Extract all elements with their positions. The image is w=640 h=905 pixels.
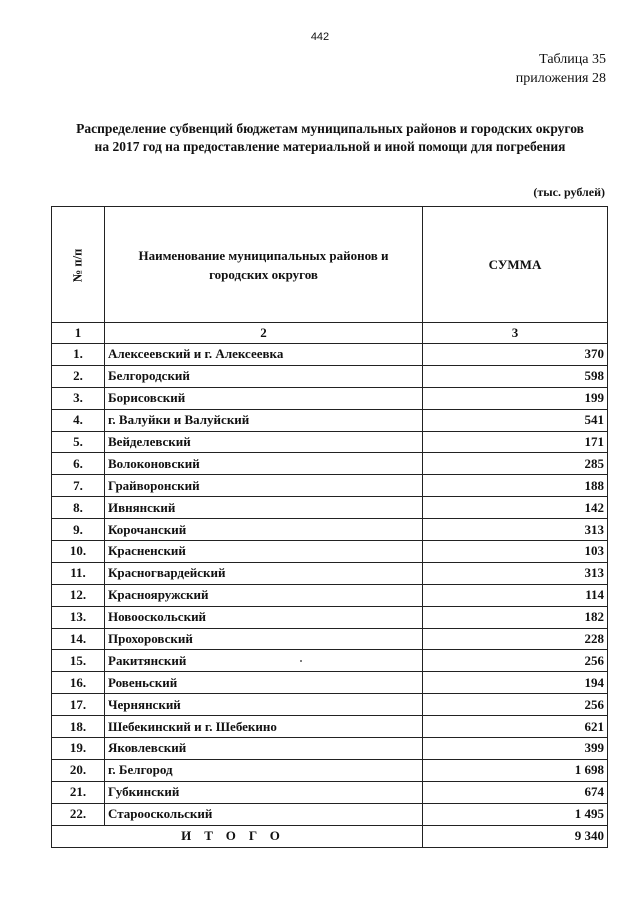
row-number: 10. <box>52 541 105 563</box>
document-title <box>40 120 620 156</box>
district-name: Старооскольский <box>105 803 423 825</box>
row-number: 3. <box>52 387 105 409</box>
district-name: Ракитянский <box>105 650 423 672</box>
table-row <box>52 650 608 672</box>
row-number: 14. <box>52 628 105 650</box>
table-row <box>52 344 608 366</box>
appendix-reference <box>516 50 606 88</box>
row-sum: 598 <box>423 365 608 387</box>
row-number: 2. <box>52 365 105 387</box>
row-sum: 142 <box>423 497 608 519</box>
row-sum: 370 <box>423 344 608 366</box>
table-row <box>52 541 608 563</box>
row-number: 15. <box>52 650 105 672</box>
district-name: Шебекинский и г. Шебекино <box>105 716 423 738</box>
row-sum: 285 <box>423 453 608 475</box>
row-sum: 256 <box>423 650 608 672</box>
table-row <box>52 672 608 694</box>
header-name <box>105 207 423 323</box>
row-sum: 182 <box>423 606 608 628</box>
district-name: Ивнянский <box>105 497 423 519</box>
row-number: 20. <box>52 759 105 781</box>
district-name: г. Валуйки и Валуйский <box>105 409 423 431</box>
table-row <box>52 716 608 738</box>
header-name-line-2: городских округов <box>209 266 318 282</box>
header-name-line-1: Наименование муниципальных районов и <box>138 247 389 263</box>
table-row <box>52 803 608 825</box>
row-number: 4. <box>52 409 105 431</box>
table-row <box>52 584 608 606</box>
table-row <box>52 519 608 541</box>
district-name: Прохоровский <box>105 628 423 650</box>
district-name: Ровеньский <box>105 672 423 694</box>
row-sum: 256 <box>423 694 608 716</box>
district-name: Красногвардейский <box>105 562 423 584</box>
header-num <box>52 207 105 323</box>
header-sum: СУММА <box>423 207 608 323</box>
row-sum: 313 <box>423 562 608 584</box>
row-number: 18. <box>52 716 105 738</box>
page-number: 442 <box>310 31 330 43</box>
table-header-row <box>52 207 608 323</box>
district-name: Вейделевский <box>105 431 423 453</box>
row-sum: 103 <box>423 541 608 563</box>
units-note: (тыс. рублей) <box>533 185 605 199</box>
column-index: 3 <box>423 323 608 344</box>
scan-speck <box>300 660 302 662</box>
district-name: Новооскольский <box>105 606 423 628</box>
table-row <box>52 628 608 650</box>
row-number: 21. <box>52 781 105 803</box>
row-number: 1. <box>52 344 105 366</box>
district-name: Волоконовский <box>105 453 423 475</box>
row-sum: 194 <box>423 672 608 694</box>
table-row <box>52 497 608 519</box>
district-name: Чернянский <box>105 694 423 716</box>
column-index-row <box>52 323 608 344</box>
column-index: 2 <box>105 323 423 344</box>
title-line-1: Распределение субвенций бюджетам муниципальных районов и городских округов <box>76 121 584 136</box>
row-sum: 228 <box>423 628 608 650</box>
row-number: 13. <box>52 606 105 628</box>
row-number: 19. <box>52 738 105 760</box>
row-number: 22. <box>52 803 105 825</box>
row-sum: 1 495 <box>423 803 608 825</box>
row-sum: 114 <box>423 584 608 606</box>
table-body <box>52 344 608 826</box>
district-name: Краснояружский <box>105 584 423 606</box>
row-number: 16. <box>52 672 105 694</box>
district-name: Яковлевский <box>105 738 423 760</box>
table-row <box>52 431 608 453</box>
district-name: Алексеевский и г. Алексеевка <box>105 344 423 366</box>
row-number: 5. <box>52 431 105 453</box>
table-row <box>52 694 608 716</box>
row-number: 7. <box>52 475 105 497</box>
row-sum: 313 <box>423 519 608 541</box>
row-sum: 674 <box>423 781 608 803</box>
table-row <box>52 453 608 475</box>
row-sum: 171 <box>423 431 608 453</box>
row-sum: 399 <box>423 738 608 760</box>
appendix-ref: приложения 28 <box>515 71 606 86</box>
subvention-table <box>51 206 608 848</box>
table-row <box>52 759 608 781</box>
district-name: г. Белгород <box>105 759 423 781</box>
column-index: 1 <box>52 323 105 344</box>
row-number: 17. <box>52 694 105 716</box>
table-ref: Таблица 35 <box>539 52 606 67</box>
row-sum: 199 <box>423 387 608 409</box>
header-num-label: № п/п <box>70 248 85 282</box>
title-line-2: на 2017 год на предоставление материальной и иной помощи для погребения <box>94 139 566 154</box>
district-name: Корочанский <box>105 519 423 541</box>
row-number: 11. <box>52 562 105 584</box>
total-label: ИТОГО <box>52 825 423 847</box>
row-number: 6. <box>52 453 105 475</box>
district-name: Красненский <box>105 541 423 563</box>
table-row <box>52 606 608 628</box>
table-row <box>52 475 608 497</box>
total-row <box>52 825 608 847</box>
table-row <box>52 365 608 387</box>
row-number: 12. <box>52 584 105 606</box>
table-row <box>52 409 608 431</box>
table-row <box>52 781 608 803</box>
row-sum: 1 698 <box>423 759 608 781</box>
district-name: Борисовский <box>105 387 423 409</box>
district-name: Губкинский <box>105 781 423 803</box>
table-row <box>52 562 608 584</box>
row-sum: 188 <box>423 475 608 497</box>
district-name: Белгородский <box>105 365 423 387</box>
district-name: Грайворонский <box>105 475 423 497</box>
row-number: 9. <box>52 519 105 541</box>
row-sum: 621 <box>423 716 608 738</box>
table-row <box>52 738 608 760</box>
total-value: 9 340 <box>423 825 608 847</box>
row-sum: 541 <box>423 409 608 431</box>
table-row <box>52 387 608 409</box>
row-number: 8. <box>52 497 105 519</box>
